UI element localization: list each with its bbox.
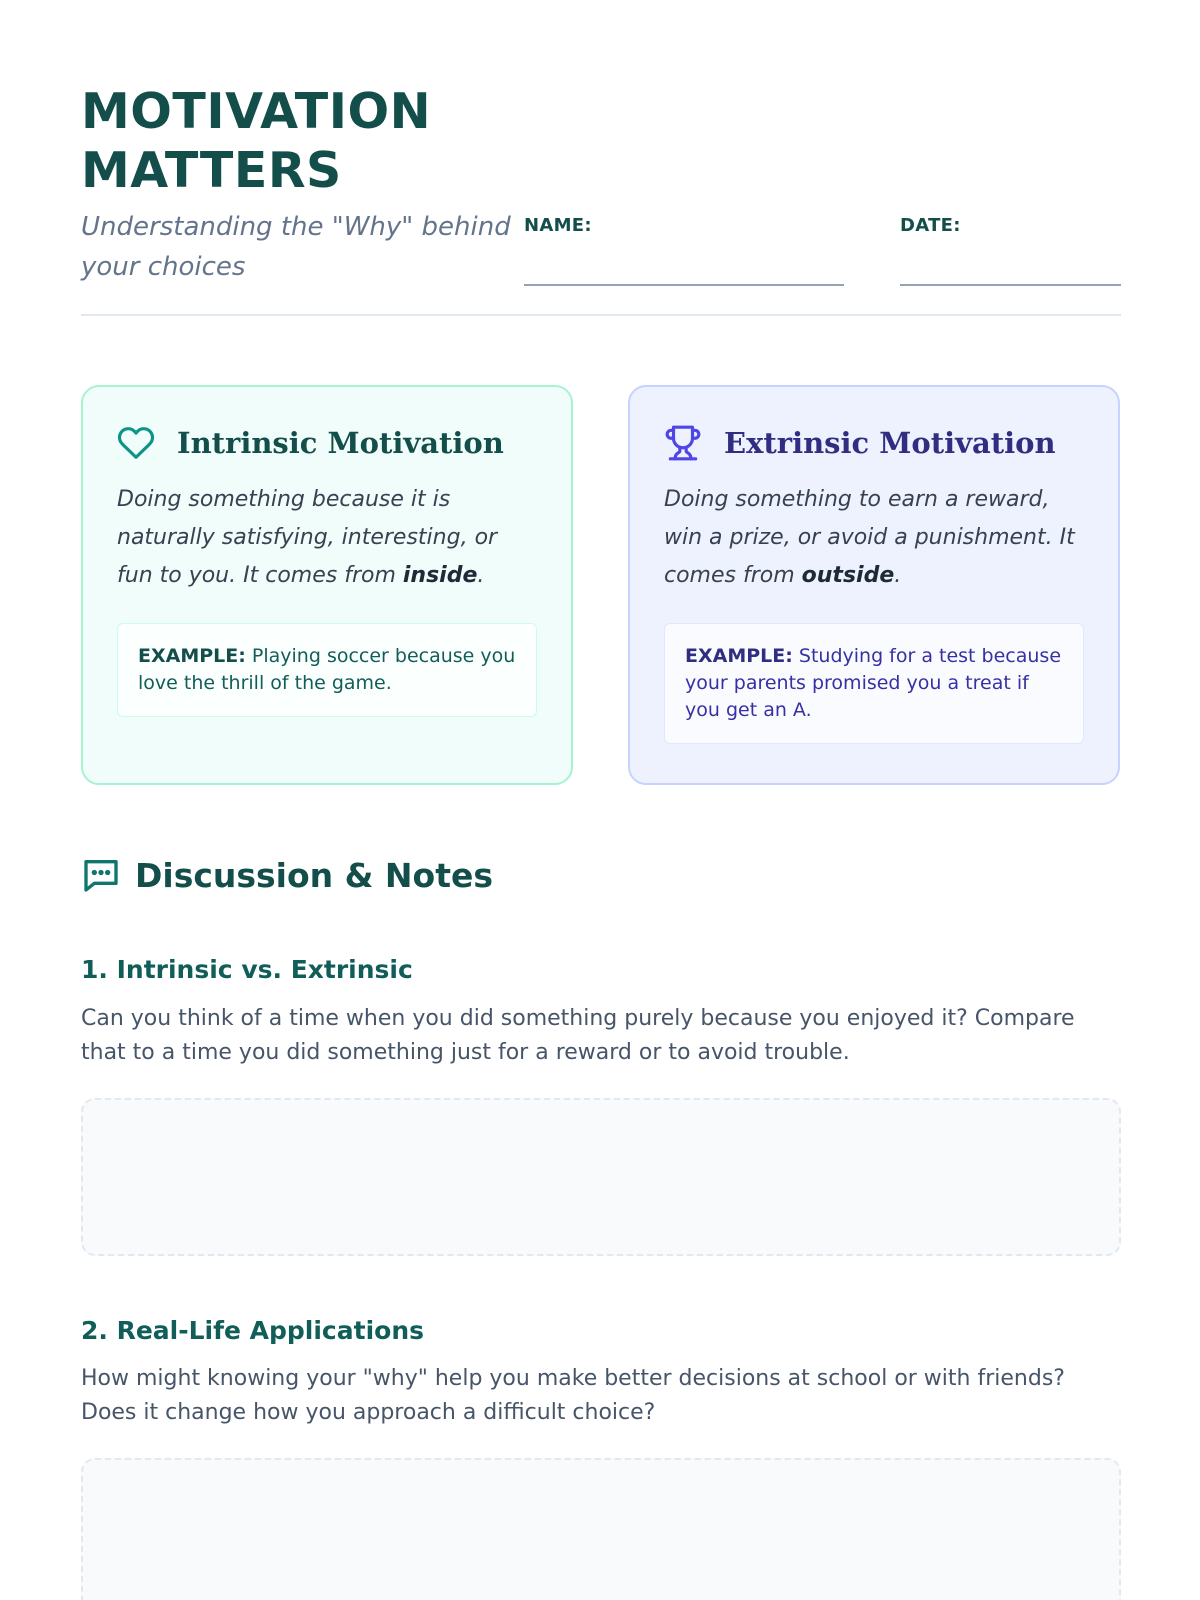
question-2-body: How might knowing your "why" help you make better decisions at school or with friends? Does it change how you approach a difficult choice? bbox=[81, 1366, 1065, 1425]
chat-bubble-icon bbox=[81, 855, 121, 895]
intrinsic-example bbox=[117, 623, 537, 717]
intrinsic-description bbox=[117, 481, 537, 595]
intrinsic-card-title: Intrinsic Motivation bbox=[177, 426, 504, 460]
extrinsic-desc-end: . bbox=[894, 563, 902, 588]
intrinsic-desc-text: Doing something because it is naturally satisfying, interesting, or fun to you. It comes from bbox=[117, 487, 498, 588]
trophy-icon bbox=[664, 424, 702, 462]
question-1-body: Can you think of a time when you did something purely because you enjoyed it? Compare that to a time you did something just for a reward or to avoid trouble. bbox=[81, 1006, 1075, 1065]
discussion-header bbox=[81, 855, 493, 895]
intrinsic-card-header bbox=[117, 421, 537, 465]
example-text: Studying for a test because your parents promised you a treat if you get an A. bbox=[685, 645, 1062, 721]
example-text: Playing soccer because you love the thrill of the game. bbox=[138, 645, 516, 694]
page-title bbox=[81, 82, 431, 200]
date-label: DATE: bbox=[900, 215, 961, 236]
header-divider bbox=[81, 314, 1121, 316]
heart-icon bbox=[117, 424, 155, 462]
name-field[interactable] bbox=[524, 284, 844, 286]
page-subtitle: Understanding the "Why" behind your choices bbox=[81, 212, 511, 282]
worksheet-page bbox=[81, 0, 1121, 1600]
extrinsic-desc-text: Doing something to earn a reward, win a prize, or avoid a punishment. It comes from bbox=[664, 487, 1075, 588]
intrinsic-desc-emphasis: inside bbox=[402, 563, 478, 588]
question-1-answer-box[interactable] bbox=[81, 1098, 1121, 1256]
extrinsic-card-header bbox=[664, 421, 1084, 465]
question-1-title: 1. Intrinsic vs. Extrinsic bbox=[81, 955, 413, 984]
extrinsic-example bbox=[664, 623, 1084, 744]
example-label: EXAMPLE: bbox=[138, 645, 246, 667]
title-line-1: MOTIVATION bbox=[81, 83, 432, 140]
date-field[interactable] bbox=[900, 284, 1121, 286]
example-label: EXAMPLE: bbox=[685, 645, 793, 667]
discussion-title: Discussion & Notes bbox=[135, 855, 494, 895]
extrinsic-card-title: Extrinsic Motivation bbox=[724, 426, 1056, 460]
name-label: NAME: bbox=[524, 215, 592, 236]
intrinsic-desc-end: . bbox=[477, 563, 485, 588]
extrinsic-card bbox=[628, 385, 1120, 785]
title-line-2: MATTERS bbox=[81, 142, 342, 199]
question-2-answer-box[interactable] bbox=[81, 1458, 1121, 1600]
extrinsic-desc-emphasis: outside bbox=[801, 563, 895, 588]
question-2-title: 2. Real-Life Applications bbox=[81, 1316, 424, 1345]
intrinsic-card bbox=[81, 385, 573, 785]
extrinsic-description bbox=[664, 481, 1084, 595]
